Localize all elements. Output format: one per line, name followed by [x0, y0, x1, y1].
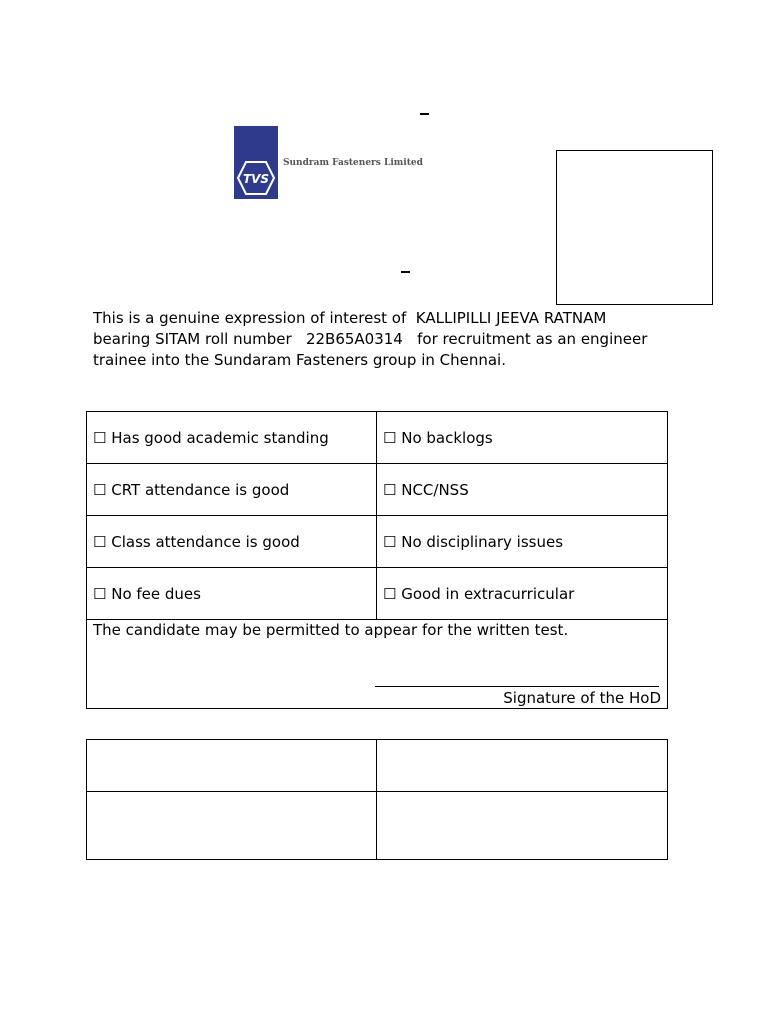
intro-line-3: trainee into the Sundaram Fasteners group in Chennai. [93, 351, 506, 369]
table-row [87, 516, 668, 568]
criteria-item[interactable] [377, 464, 668, 516]
logo-text: TVS [242, 172, 270, 186]
company-logo [234, 126, 423, 199]
blank-cell[interactable] [87, 740, 377, 792]
blank-cell[interactable] [87, 792, 377, 860]
checkbox-icon[interactable]: ☐ [383, 480, 397, 499]
criteria-label: Class attendance is good [111, 532, 300, 551]
criteria-item[interactable] [87, 568, 377, 620]
signature-line[interactable] [375, 686, 659, 687]
criteria-item[interactable] [377, 516, 668, 568]
checkbox-icon[interactable]: ☐ [383, 428, 397, 447]
tvs-emblem-icon [236, 160, 276, 196]
table-row [87, 620, 668, 709]
approval-cell [87, 620, 668, 709]
table-row [87, 740, 668, 792]
intro-line-1: This is a genuine expression of interest of KALLIPILLI JEEVA RATNAM [93, 309, 607, 327]
blank-cell[interactable] [377, 740, 668, 792]
criteria-label: No disciplinary issues [401, 532, 564, 551]
header-dash-bottom [401, 271, 410, 273]
criteria-item[interactable] [377, 568, 668, 620]
criteria-label: Good in extracurricular [401, 584, 575, 603]
criteria-label: Has good academic standing [111, 428, 329, 447]
criteria-label: CRT attendance is good [111, 480, 290, 499]
blank-table [86, 739, 668, 860]
approval-text: The candidate may be permitted to appear for the written test. [93, 621, 569, 639]
criteria-label: No backlogs [401, 428, 493, 447]
criteria-item[interactable] [87, 412, 377, 464]
criteria-item[interactable] [377, 412, 668, 464]
table-row [87, 792, 668, 860]
intro-line-2: bearing SITAM roll number 22B65A0314 for recruitment as an engineer [93, 330, 648, 348]
criteria-item[interactable] [87, 516, 377, 568]
criteria-label: No fee dues [111, 584, 201, 603]
checkbox-icon[interactable]: ☐ [93, 532, 107, 551]
checkbox-icon[interactable]: ☐ [383, 532, 397, 551]
criteria-label: NCC/NSS [401, 480, 469, 499]
blank-cell[interactable] [377, 792, 668, 860]
company-name: Sundram Fasteners Limited [283, 157, 423, 168]
table-row [87, 412, 668, 464]
table-row [87, 568, 668, 620]
table-row [87, 464, 668, 516]
checkbox-icon[interactable]: ☐ [383, 584, 397, 603]
intro-paragraph [93, 308, 693, 371]
criteria-checklist-table [86, 411, 668, 709]
checkbox-icon[interactable]: ☐ [93, 428, 107, 447]
signature-label: Signature of the HoD [503, 689, 661, 707]
photo-box [556, 150, 713, 305]
checkbox-icon[interactable]: ☐ [93, 480, 107, 499]
criteria-item[interactable] [87, 464, 377, 516]
checkbox-icon[interactable]: ☐ [93, 584, 107, 603]
header-dash-top [420, 113, 429, 115]
tvs-logo-block [234, 126, 278, 199]
